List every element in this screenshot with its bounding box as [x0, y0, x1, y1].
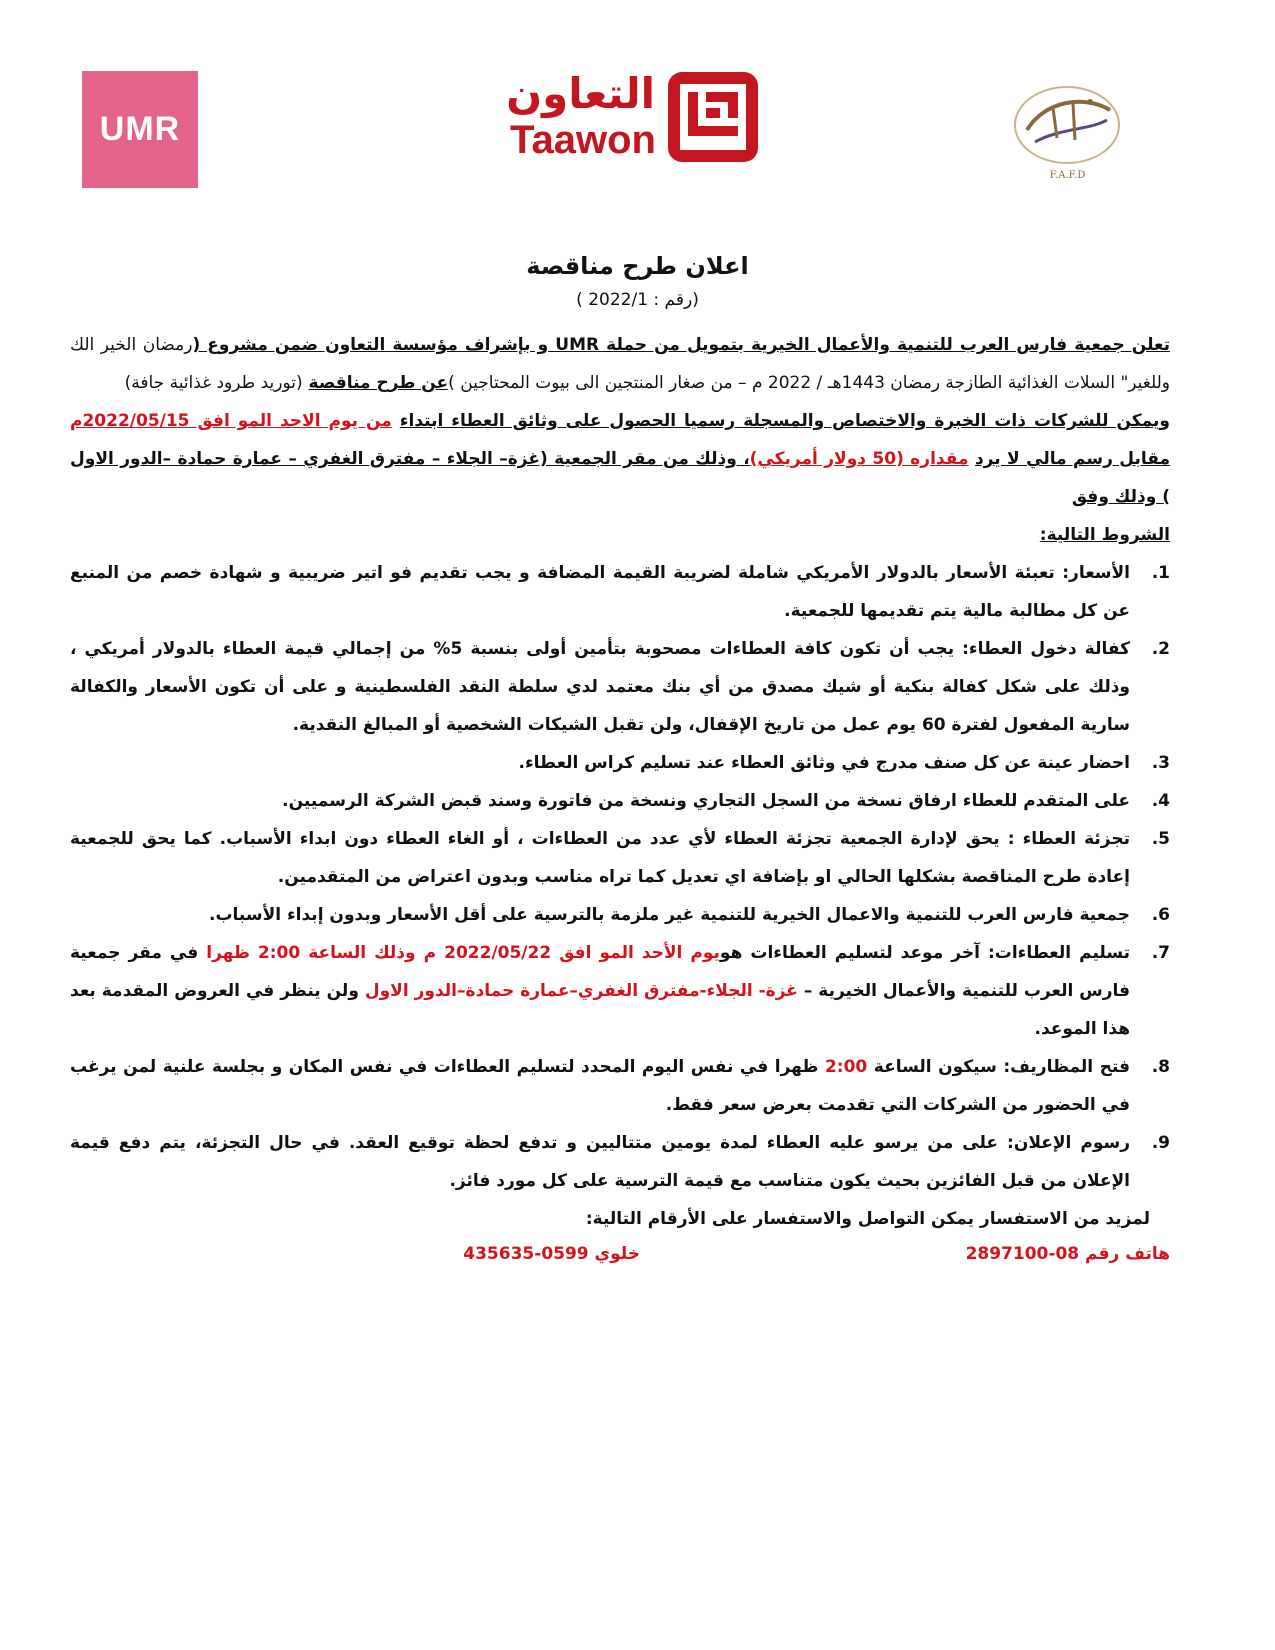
- list-highlight: غزة- الجلاء-مفترق الغفري–عمارة حمادة–الدور الاول: [364, 981, 798, 1001]
- list-text: على المتقدم للعطاء ارفاق نسخة من السجل التجاري ونسخة من فاتورة وسند قبض الشركة الرسميين.: [282, 791, 1130, 811]
- list-number: 8.: [1151, 1057, 1170, 1077]
- list-item: [70, 1124, 1170, 1200]
- taawon-logo-english: Taawon: [510, 118, 656, 162]
- list-item: [70, 934, 1170, 1048]
- intro-highlight: من يوم الاحد المو افق 2022/05/15م: [70, 411, 392, 431]
- faed-caption: F.A.F.D: [1049, 170, 1086, 181]
- list-text: في مقر جمعية فارس العرب للتنمية والأعمال الخيرية –: [70, 943, 1131, 1001]
- list-highlight: يوم الأحد المو افق 2022/05/22 م وذلك الساعة 2:00 ظهرا: [206, 943, 720, 963]
- list-text: فتح المظاريف: سيكون الساعة: [873, 1057, 1130, 1077]
- intro-paragraph-1: [70, 326, 1170, 402]
- list-highlight: 2:00: [824, 1057, 868, 1077]
- taawon-logo: [506, 68, 760, 166]
- list-number: 1.: [1151, 563, 1170, 583]
- list-item: [70, 744, 1170, 782]
- intro-text: رمضان الخير الك وللغير" السلات الغذائية الطازجة رمضان 1443هـ / 2022 م – من صغار المنتجين الى بيوت المحتاجين ): [70, 335, 1170, 393]
- list-text: تجزئة العطاء : يحق لإدارة الجمعية تجزئة العطاء لأي عدد من العطاءات ، أو الغاء العطاء دون ابداء الأسباب. كما يحق للجمعية إعادة طرح المناقصة بشكلها الحالي او بإضافة اي تعديل كما تراه مناسب وبدون اعتراض من المتقدمين.: [70, 829, 1130, 887]
- list-number: 2.: [1151, 639, 1170, 659]
- list-text: جمعية فارس العرب للتنمية والاعمال الخيرية للتنمية غير ملزمة بالترسية على أقل الأسعار وبدون إبداء الأسباب.: [208, 905, 1130, 925]
- list-text: كفالة دخول العطاء: يجب أن تكون كافة العطاءات مصحوبة بتأمين أولى بنسبة 5% من إجمالي قيمة العطاء بالدولار أمريكي ، وذلك على شكل كفالة بنكية أو شيك مصدق من أي بنك معتمد لدي سلطة النقد الفلسطينية و على أن تكون الأسعار والكفالة سارية المفعول لفترة 60 يوم عمل من تاريخ الإقفال، ولن تقبل الشيكات الشخصية أو المبالغ النقدية.: [70, 639, 1130, 735]
- umr-logo-text: UMR: [99, 110, 181, 148]
- list-item: [70, 820, 1170, 896]
- list-text: ولن ينظر في العروض المقدمة بعد هذا الموعد.: [70, 981, 1130, 1039]
- phone-number: هاتف رقم 08-2897100: [965, 1244, 1170, 1264]
- list-number: 3.: [1151, 753, 1170, 773]
- conditions-list: [70, 554, 1170, 1200]
- taawon-kufic-mark-icon: [666, 70, 760, 164]
- intro-text: ويمكن للشركات ذات الخبرة والاختصاص والمسجلة رسميا الحصول على وثائق العطاء ابتداء: [399, 411, 1171, 431]
- mobile-number: خلوي 0599-435635: [463, 1244, 640, 1264]
- list-text: رسوم الإعلان: على من يرسو عليه العطاء لمدة يومين متتاليين و تدفع لحظة توقيع العقد. في حال التجزئة، يتم دفع قيمة الإعلان من قبل الفائزين بحيث يكون متناسب مع قيمة الترسية على كل مورد فائز.: [70, 1133, 1130, 1191]
- list-number: 5.: [1151, 829, 1170, 849]
- conditions-title: الشروط التالية:: [1039, 525, 1170, 545]
- list-item: [70, 782, 1170, 820]
- tender-number: (رقم : 2022/1 ): [576, 290, 699, 310]
- list-text: ظهرا في نفس اليوم المحدد لتسليم العطاءات في نفس المكان و بجلسة علنية لمن يرغب في الحضور من الشركات التي تقدمت بعرض سعر فقط.: [70, 1057, 1130, 1115]
- faris-alarab-logo: [1005, 80, 1130, 190]
- list-number: 4.: [1151, 791, 1170, 811]
- intro-text: مقابل رسم مالي لا يرد: [974, 449, 1170, 469]
- list-text: تسليم العطاءات: آخر موعد لتسليم العطاءات هو: [719, 943, 1131, 963]
- umr-logo: [82, 71, 198, 188]
- intro-section: [70, 326, 1170, 554]
- list-item: [70, 1048, 1170, 1124]
- announcement-body: [70, 326, 1170, 1278]
- list-item: [70, 630, 1170, 744]
- taawon-logo-arabic: التعاون: [506, 69, 655, 118]
- list-item: [70, 896, 1170, 934]
- intro-text: تعلن جمعية فارس العرب للتنمية والأعمال الخيرية بتمويل من حملة UMR و بإشراف مؤسسة التعاون ضمن مشروع (: [192, 335, 1170, 355]
- intro-paragraph-2: [70, 402, 1170, 516]
- intro-text: ، وذلك من مقر الجمعية (غزة– الجلاء – مفترق الغفري – عمارة حمادة –الدور الاول ) وذلك وفق: [70, 449, 1170, 507]
- contact-numbers: [70, 1238, 1170, 1278]
- intro-highlight: مقداره (50 دولار أمريكي): [749, 449, 969, 469]
- list-text: الأسعار: تعبئة الأسعار بالدولار الأمريكي شاملة لضريبة القيمة المضافة و يجب تقديم فو اتير ضريبية و شهادة خصم من المنبع عن كل مطالبة مالية يتم تقديمها للجمعية.: [70, 563, 1130, 621]
- list-item: [70, 554, 1170, 630]
- list-number: 6.: [1151, 905, 1170, 925]
- list-number: 9.: [1151, 1133, 1170, 1153]
- page-title: اعلان طرح مناقصة: [526, 252, 749, 280]
- contact-intro: لمزيد من الاستفسار يمكن التواصل والاستفسار على الأرقام التالية:: [585, 1209, 1150, 1229]
- faris-alarab-calligraphy-icon: [1005, 80, 1130, 170]
- intro-text: عن طرح مناقصة: [308, 373, 449, 393]
- list-text: احضار عينة عن كل صنف مدرج في وثائق العطاء عند تسليم كراس العطاء.: [518, 753, 1130, 773]
- intro-text: (توريد طرود غذائية جافة): [124, 373, 303, 393]
- list-number: 7.: [1151, 943, 1170, 963]
